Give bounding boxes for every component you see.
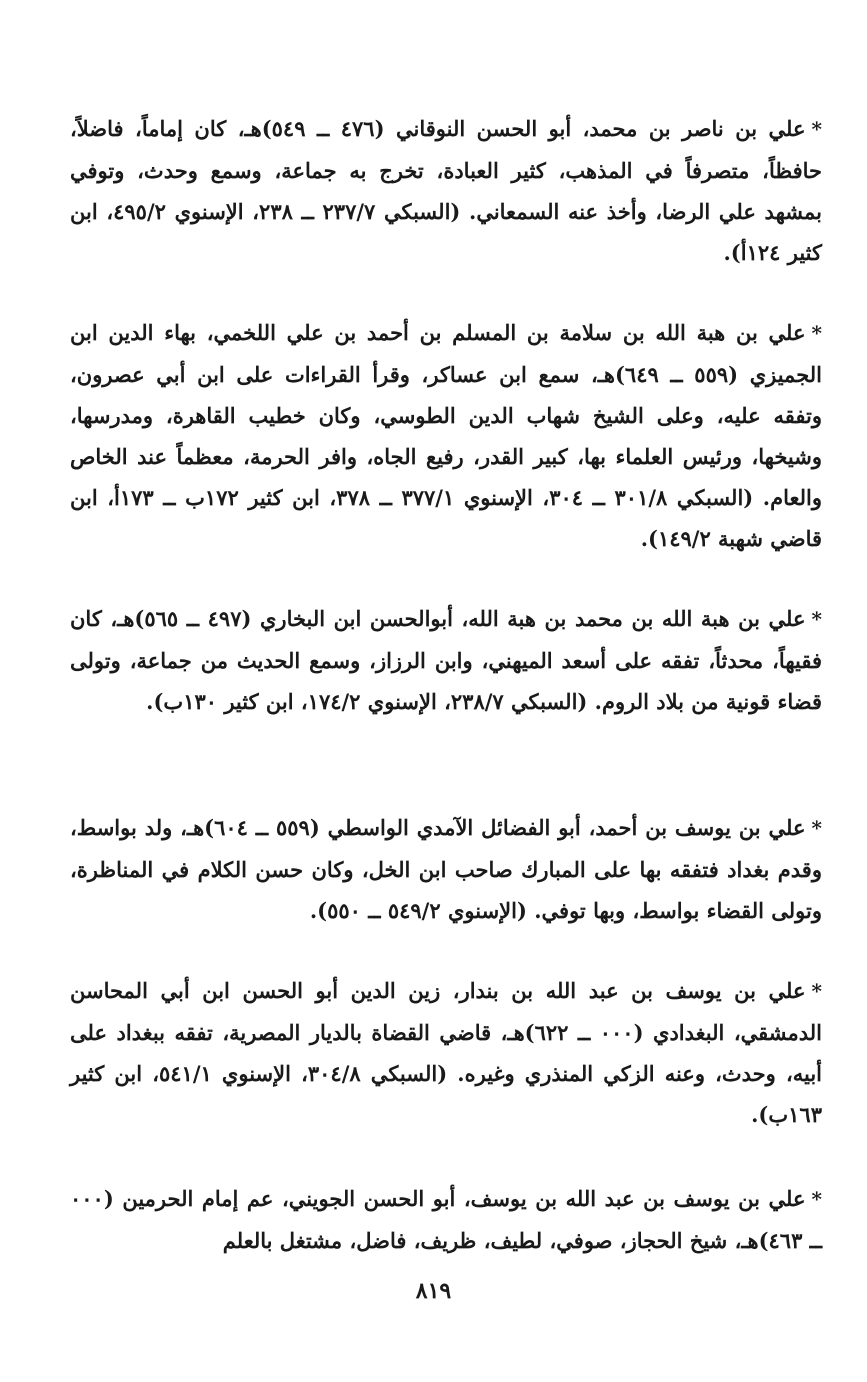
entry-text: علي بن يوسف بن عبد الله بن يوسف، أبو الحسن الجويني، عم إمام الحرمين (٠٠٠ ــ ٤٦٣)هـ، شيخ الحجاز، صوفي، لطيف، ظريف، فاضل، مشتغل بالعلم <box>70 1186 822 1253</box>
biography-entry-3 <box>70 598 822 722</box>
entry-text: علي بن يوسف بن عبد الله بن بندار، زين الدين أبو الحسن ابن أبي المحاسن الدمشقي، البغدادي (٠٠٠ ــ ٦٢٢)هـ، قاضي القضاة بالديار المصرية، تفقه ببغداد على أبيه، وحدث، وعنه الزكي المنذري وغيره. (السبكي ٣٠٤/٨، الإسنوي ٥٤١/١، ابن كثير ١٦٣ب). <box>70 978 822 1127</box>
entry-text: علي بن يوسف بن أحمد، أبو الفضائل الآمدي الواسطي (٥٥٩ ــ ٦٠٤)هـ، ولد بواسط، وقدم بغداد فتفقه بها على المبارك صاحب ابن الخل، وكان حسن الكلام في المناظرة، وتولى القضاء بواسط، وبها توفي. (الإسنوي ٥٤٩/٢ ــ ٥٥٠). <box>70 815 822 923</box>
entry-text: علي بن هبة الله بن محمد بن هبة الله، أبوالحسن ابن البخاري (٤٩٧ ــ ٥٦٥)هـ، كان فقيهاً، محدثاً، تفقه على أسعد الميهني، وابن الرزاز، وسمع الحديث من جماعة، وتولى قضاء قونية من بلاد الروم. (السبكي ٢٣٨/٧، الإسنوي ١٧٤/٢، ابن كثير ١٣٠ب). <box>70 606 822 714</box>
entry-text: علي بن ناصر بن محمد، أبو الحسن النوقاني (٤٧٦ ــ ٥٤٩)هـ، كان إماماً، فاضلاً، حافظاً، متصرفاً في المذهب، كثير العبادة، تخرج به جماعة، وسمع وحدث، وتوفي بمشهد علي الرضا، وأخذ عنه السمعاني. (السبكي ٢٣٧/٧ ــ ٢٣٨، الإسنوي ٤٩٥/٢، ابن كثير ١٢٤أ). <box>70 116 822 265</box>
entry-bullet: * <box>811 1187 822 1211</box>
biography-entry-5 <box>70 970 822 1135</box>
entry-bullet: * <box>811 607 822 631</box>
entry-bullet: * <box>811 979 822 1003</box>
entry-bullet: * <box>811 117 822 141</box>
biography-entry-6 <box>70 1178 822 1261</box>
biography-entry-1 <box>70 108 822 273</box>
entry-text: علي بن هبة الله بن سلامة بن المسلم بن أحمد بن علي اللخمي، بهاء الدين ابن الجميزي (٥٥٩ ــ ٦٤٩)هـ، سمع ابن عساكر، وقرأ القراءات على ابن أبي عصرون، وتفقه عليه، وعلى الشيخ شهاب الدين الطوسي، وكان خطيب القاهرة، ومدرسها، وشيخها، ورئيس العلماء بها، كبير القدر، رفيع الجاه، وافر الحرمة، معظماً عند الخاص والعام. (السبكي ٣٠١/٨ ــ ٣٠٤، الإسنوي ٣٧٧/١ ــ ٣٧٨، ابن كثير ١٧٢ب ــ ١٧٣أ، ابن قاضي شهبة ١٤٩/٢). <box>70 320 823 551</box>
page-number: ٨١٩ <box>415 1278 452 1304</box>
biography-entry-2 <box>70 312 822 559</box>
biography-entry-4 <box>70 807 822 931</box>
entry-bullet: * <box>811 321 822 345</box>
entry-bullet: * <box>811 816 822 840</box>
